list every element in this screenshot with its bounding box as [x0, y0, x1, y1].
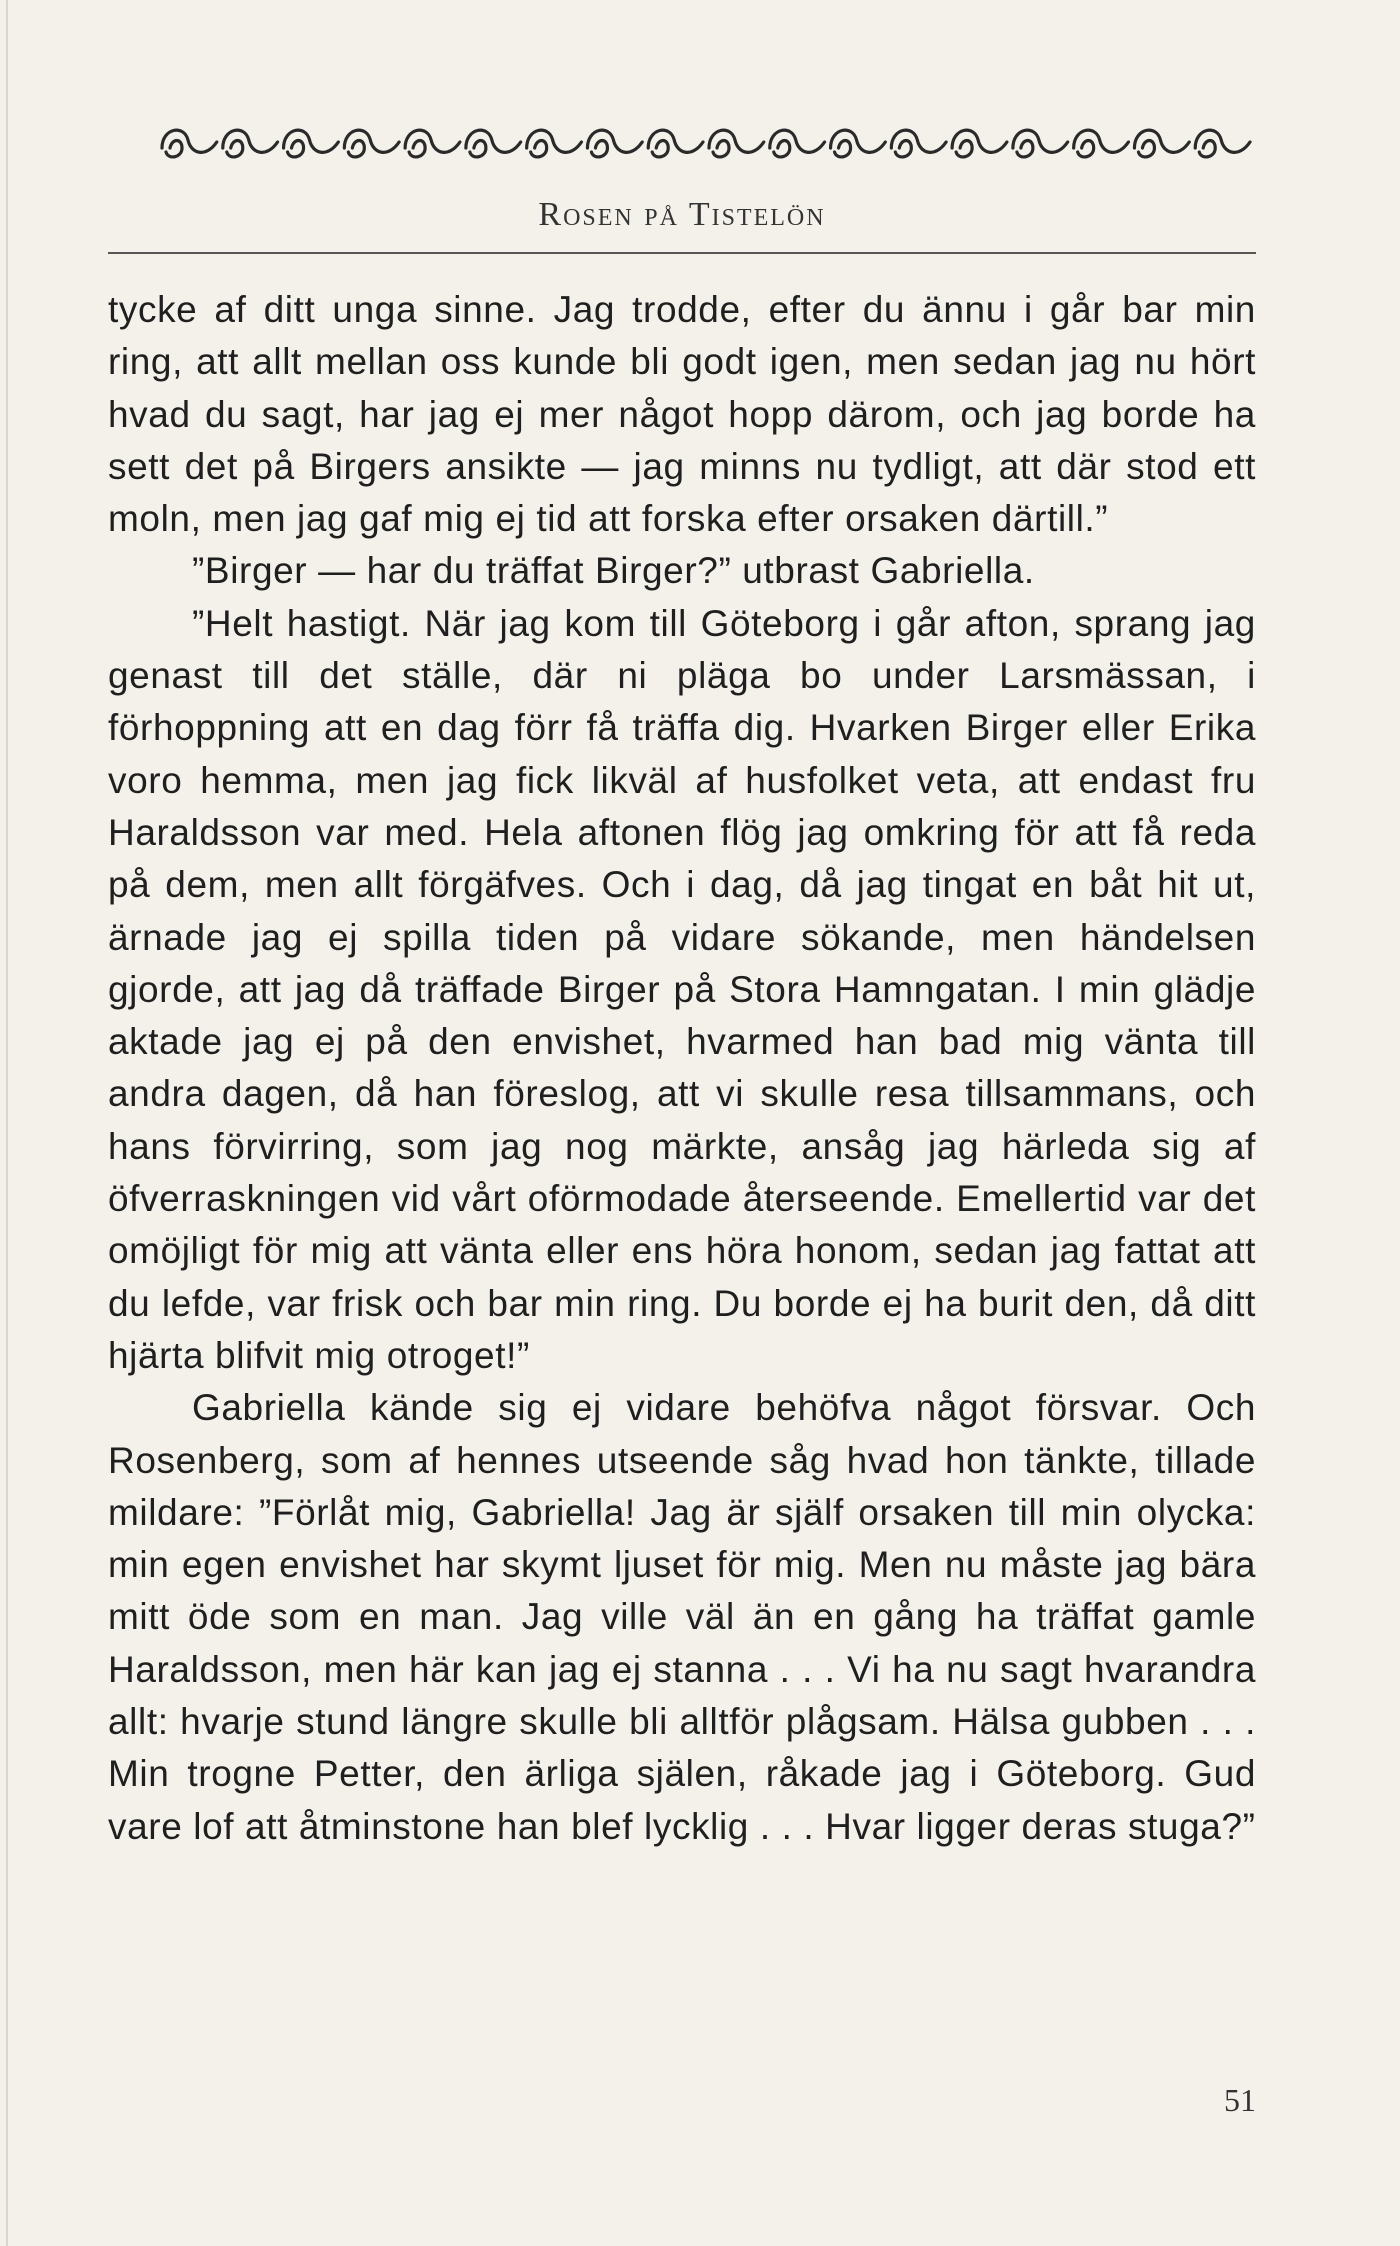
ornament-scroll — [587, 130, 642, 157]
body-text — [108, 284, 1256, 1853]
ornament-scroll — [162, 130, 217, 157]
ornament-scroll — [831, 130, 886, 157]
paragraph: tycke af ditt unga sinne. Jag trodde, efter du ännu i går bar min ring, att allt mellan oss kunde bli godt igen, men sedan jag nu hört hvad du sagt, har jag ej mer något hopp därom, och jag borde ha sett det på Birgers ansikte — jag minns nu tydligt, att där stod ett moln, men jag gaf mig ej tid att forska efter orsaken därtill.” — [108, 289, 1256, 540]
ornament-scroll — [466, 130, 521, 157]
ornament-scroll — [527, 130, 582, 157]
ornament-scroll — [952, 130, 1007, 157]
paragraph: ”Helt hastigt. När jag kom till Göteborg i går afton, sprang jag genast till det ställe, där ni pläga bo under Larsmässan, i förhoppning att en dag förr få träffa dig. Hvarken Birger eller Erika voro hemma, men jag fick likväl af husfolket veta, att endast fru Haraldsson var med. Hela aftonen flög jag omkring för att få reda på dem, men allt förgäfves. Och i dag, då jag tingat en båt hit ut, ärnade jag ej spilla tiden på vidare sökande, men händelsen gjorde, att jag då träffade Birger på Stora Hamngatan. I min glädje aktade jag ej på den envishet, hvarmed han bad mig vänta till andra dagen, då han föreslog, att vi skulle resa tillsammans, och hans förvirring, som jag nog märkte, ansåg jag härleda sig af öfverraskningen vid vårt oförmodade återseende. Emellertid var det omöjligt för mig att vänta eller ens höra honom, sedan jag fattat att du lefde, var frisk och bar min ring. Du borde ej ha burit den, då ditt hjärta blifvit mig otroget!” — [108, 602, 1256, 1376]
ornament-scroll — [1013, 130, 1068, 157]
ornament-scroll — [223, 130, 278, 157]
ornament-scroll — [709, 130, 764, 157]
ornament-scroll — [770, 130, 825, 157]
running-head-title: Rosen på Tistelön — [538, 196, 826, 233]
decorative-ornament-band — [158, 118, 1252, 170]
ornament-scroll — [648, 130, 703, 157]
ornament-scroll — [1074, 130, 1129, 157]
paragraph: Gabriella kände sig ej vidare behöfva något försvar. Och Rosenberg, som af hennes utseende såg hvad hon tänkte, tillade mildare: ”Förlåt mig, Gabriella! Jag är själf orsaken till min olycka: min egen envishet har skymt ljuset för mig. Men nu måste jag bära mitt öde som en man. Jag ville väl än en gång ha träffat gamle Haraldsson, men här kan jag ej stanna . . . Vi ha nu sagt hvarandra allt: hvarje stund längre skulle bli alltför plågsam. Hälsa gubben . . . Min trogne Petter, den ärliga själen, råkade jag i Göteborg. Gud vare lof att åtminstone han blef lycklig . . . Hvar ligger deras stuga?” — [108, 1387, 1256, 1847]
ornament-scroll — [284, 130, 339, 157]
header-divider — [108, 252, 1256, 254]
paragraph: ”Birger — har du träffat Birger?” utbrast Gabriella. — [192, 550, 1035, 592]
page-number: 51 — [1224, 2082, 1256, 2118]
ornament-scroll — [1195, 130, 1250, 157]
ornament-scroll — [891, 130, 946, 157]
ornament-scroll — [1134, 130, 1189, 157]
ornament-scroll — [344, 130, 399, 157]
ornament-scroll — [405, 130, 460, 157]
page-edge-rule — [6, 0, 8, 2246]
